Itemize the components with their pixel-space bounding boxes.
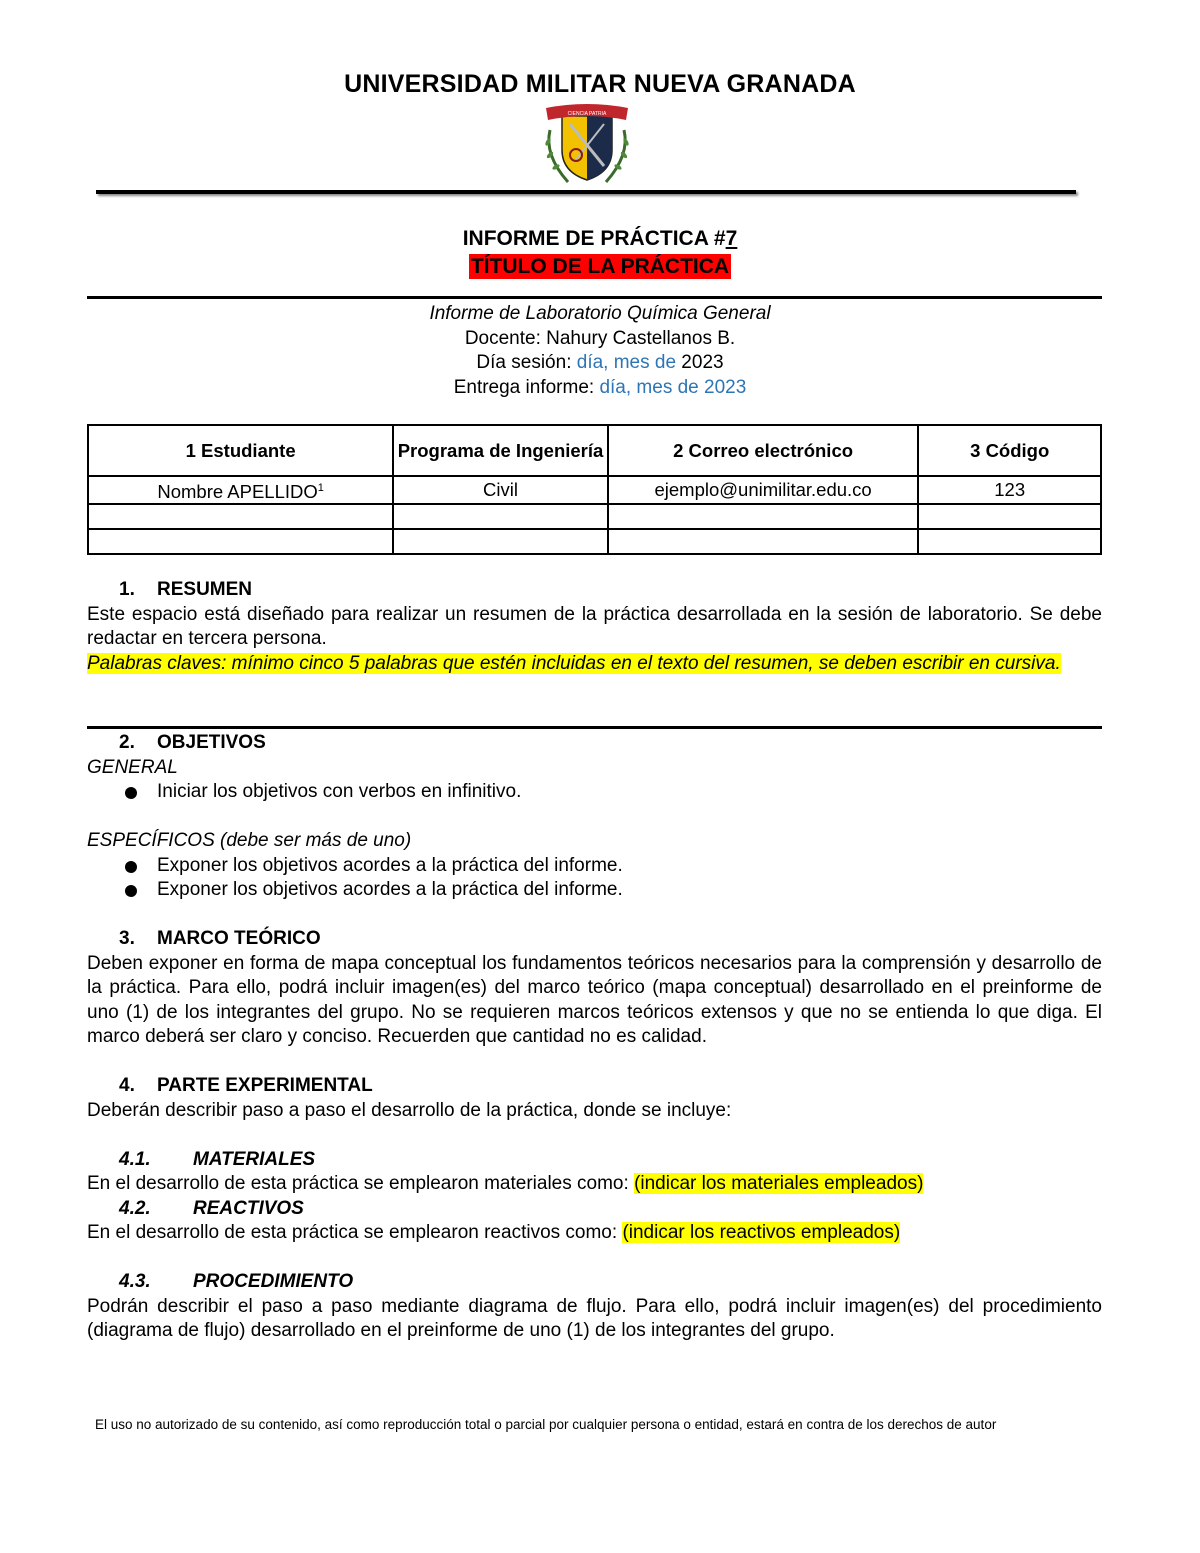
meta-divider — [87, 296, 1102, 299]
session-date: Día sesión: día, mes de 2023 — [476, 352, 724, 373]
section-heading-experimental: 4. PARTE EXPERIMENTAL — [119, 1075, 373, 1096]
university-name: UNIVERSIDAD MILITAR NUEVA GRANADA — [344, 70, 856, 98]
subsection-heading-reactivos: 4.2. REACTIVOS — [119, 1197, 304, 1219]
svg-text:CIENCIA PATRIA: CIENCIA PATRIA — [567, 111, 607, 117]
bullet-icon — [125, 787, 137, 799]
practice-title: TÍTULO DE LA PRÁCTICA — [470, 255, 730, 278]
university-logo — [540, 100, 634, 188]
procedimiento-text: Podrán describir el paso a paso mediante diagrama de flujo. Para ello, podrá incluir imagen(es) del procedimiento (diagrama de flujo) desarrollado en el preinforme de uno (1) de los integrantes del grupo. — [87, 1295, 1102, 1341]
delivery-date: Entrega informe: día, mes de 2023 — [453, 376, 747, 398]
section-heading: 1. RESUMEN — [119, 579, 253, 600]
copyright-footer: El uso no autorizado de su contenido, así como reproducción total o parcial por cualquier persona o entidad, estará en contra de los derechos de autor — [95, 1417, 997, 1432]
section-resumen — [87, 578, 1102, 676]
materiales-text: En el desarrollo de esta práctica se emplearon materiales como: (indicar los materiales empleados) — [87, 1173, 924, 1194]
teacher-name: Docente: Nahury Castellanos B. — [464, 327, 736, 349]
practice-title-wrap — [0, 254, 1200, 279]
bullet-icon — [125, 861, 137, 873]
subsection-heading-procedimiento: 4.3. PROCEDIMIENTO — [119, 1271, 354, 1292]
table-row-empty — [88, 529, 1101, 554]
cell-email: ejemplo@unimilitar.edu.co — [608, 476, 919, 504]
specific-label: ESPECÍFICOS (debe ser más de uno) — [87, 830, 412, 851]
section-text-marco: Deben exponer en forma de mapa conceptual los fundamentos teóricos necesarios para la comprensión y desarrollo de la práctica. Para ello, podrá incluir imagen(es) del marco teórico (mapa conceptual) desarrollado en el preinforme de uno (1) de los integrantes del grupo. No se requieren marcos teóricos extensos y que no se entienda lo que diga. El marco deberá ser claro y conciso. Recuerden que cantidad no es calidad. — [87, 952, 1102, 1047]
section-heading-marco: 3. MARCO TEÓRICO — [119, 928, 321, 949]
col-header-student: 1 Estudiante — [88, 425, 393, 476]
col-header-program: Programa de Ingeniería — [393, 425, 608, 476]
section-heading: 2. OBJETIVOS — [119, 732, 266, 753]
course-name: Informe de Laboratorio Química General — [429, 303, 771, 324]
table-header-row — [88, 425, 1101, 476]
report-number-heading: INFORME DE PRÁCTICA #7 — [462, 227, 738, 250]
table-row-empty — [88, 504, 1101, 529]
section-objetivos — [87, 731, 1102, 1344]
cell-program: Civil — [393, 476, 608, 504]
reactivos-text: En el desarrollo de esta práctica se emplearon reactivos como: (indicar los reactivos empleados) — [87, 1222, 901, 1243]
bullet-icon — [125, 885, 137, 897]
cell-student: Nombre APELLIDO$^1$ — [88, 476, 393, 504]
section-text-experimental: Deberán describir paso a paso el desarrollo de la práctica, donde se incluye: — [87, 1099, 732, 1121]
list-item: Exponer los objetivos acordes a la práctica del informe. — [87, 854, 1102, 879]
col-header-code: 3 Código — [918, 425, 1101, 476]
section-divider — [87, 726, 1102, 729]
report-meta — [0, 302, 1200, 400]
list-item: Exponer los objetivos acordes a la práctica del informe. — [87, 878, 1102, 903]
section-text: Este espacio está diseñado para realizar un resumen de la práctica desarrollada en la sesión de laboratorio. Se debe redactar en tercera persona. — [87, 603, 1102, 649]
table-row — [88, 476, 1101, 504]
list-item: Iniciar los objetivos con verbos en infinitivo. — [87, 780, 1102, 805]
keywords-note: Palabras claves: mínimo cinco 5 palabras que estén incluidas en el texto del resumen, se deben escribir en cursiva. — [87, 652, 1061, 674]
general-label: GENERAL — [87, 756, 178, 778]
subsection-heading-materiales: 4.1. MATERIALES — [119, 1148, 316, 1170]
students-table — [87, 424, 1102, 555]
col-header-email: 2 Correo electrónico — [608, 425, 919, 476]
cell-code: 123 — [918, 476, 1101, 504]
header-divider — [96, 190, 1076, 194]
